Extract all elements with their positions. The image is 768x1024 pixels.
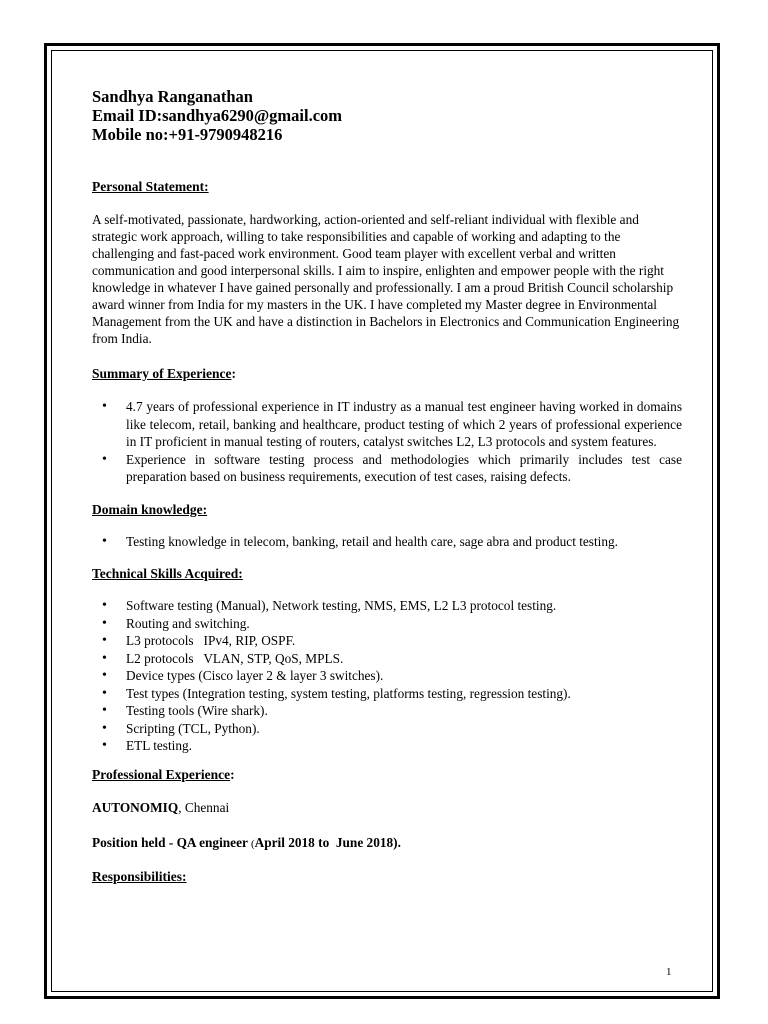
summary-list [92,398,682,486]
position-line: Position held - QA engineer (April 2018 to June 2018). [92,834,401,850]
list-item: • Device types (Cisco layer 2 & layer 3 switches). [92,667,682,685]
candidate-name: Sandhya Ranganathan [92,87,253,106]
resume-header [92,87,682,144]
personal-statement-heading: Personal Statement: [92,179,209,194]
company-line [92,799,682,816]
summary-heading: Summary of Experience: [92,366,236,381]
list-item: • Routing and switching. [92,615,682,633]
company-name: AUTONOMIQ [92,799,179,815]
list-item: • L3 protocols IPv4, RIP, OSPF. [92,632,682,650]
resume-content [92,87,682,885]
experience-heading: Professional Experience: [92,766,235,782]
list-item: • Scripting (TCL, Python). [92,720,682,738]
list-item: • L2 protocols VLAN, STP, QoS, MPLS. [92,650,682,668]
list-item: • Testing knowledge in telecom, banking, retail and health care, sage abra and product testing. [92,533,682,551]
skills-list [92,597,682,755]
list-item: • Software testing (Manual), Network testing, NMS, EMS, L2 L3 protocol testing. [92,597,682,615]
personal-statement-text: A self-motivated, passionate, hardworking, action-oriented and self-reliant individual with flexible and strategic work approach, willing to take responsibilities and capable of working and adapting to the challenging and fast-paced work environment. Good team player with excellent verbal and written communication and good interpersonal skills. I aim to inspire, enlighten and empower people with the right knowledge in whatever I have gained personally and professionally. I am a proud British Council scholarship award winner from India for my masters in the UK. I have completed my Master degree in Environmental Management from the UK and have a distinction in Bachelors in Electronics and Communication Engineering from India. [92,212,680,346]
candidate-mobile: Mobile no:+91-9790948216 [92,125,283,144]
domain-heading: Domain knowledge: [92,501,208,517]
list-item: • Test types (Integration testing, system testing, platforms testing, regression testing). [92,685,682,703]
list-item: • ETL testing. [92,737,682,755]
company-location: , Chennai [178,799,230,815]
list-item: • 4.7 years of professional experience in IT industry as a manual test engineer having worked in domains like telecom, retail, banking and healthcare, product testing of which 2 years of professional experience in IT proficient in manual testing of routers, catalyst switches L2, L3 protocols and system features. [92,398,682,451]
page-number: 1 [666,966,672,978]
skills-heading: Technical Skills Acquired: [92,566,243,581]
candidate-email: Email ID:sandhya6290@gmail.com [92,106,343,125]
domain-list [92,533,682,551]
list-item: • Testing tools (Wire shark). [92,702,682,720]
responsibilities-heading: Responsibilities: [92,868,187,884]
list-item: • Experience in software testing process and methodologies which primarily includes test case preparation based on business requirements, execution of test cases, raising defects. [92,451,682,486]
